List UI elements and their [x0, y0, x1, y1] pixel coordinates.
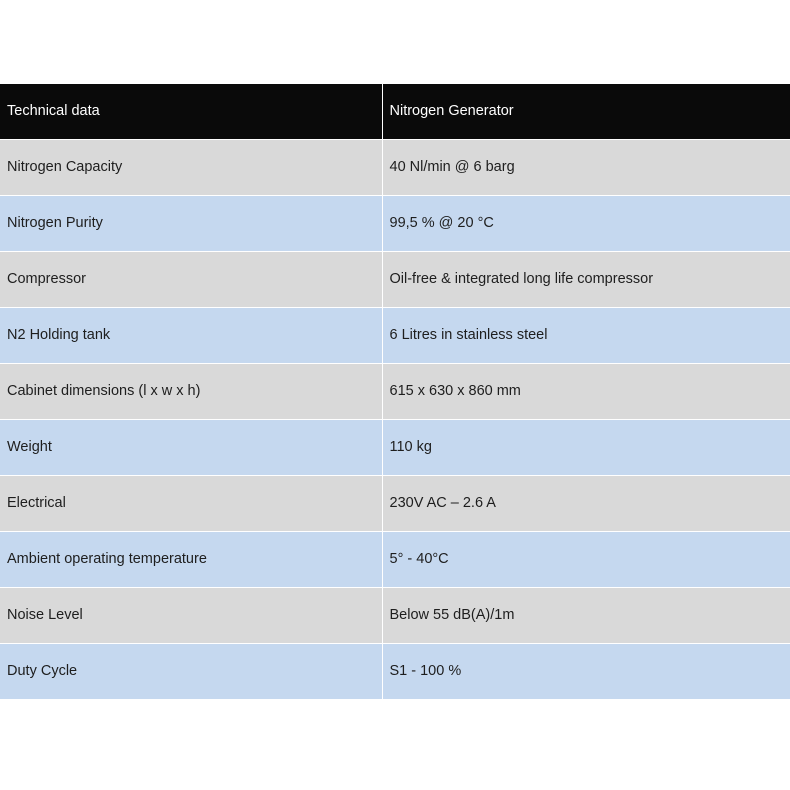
spec-label: Ambient operating temperature	[0, 531, 382, 587]
spec-value: Oil-free & integrated long life compressor	[382, 251, 790, 307]
spec-value: 615 x 630 x 860 mm	[382, 363, 790, 419]
spec-value: 110 kg	[382, 419, 790, 475]
table-row	[0, 419, 790, 475]
spec-value: 6 Litres in stainless steel	[382, 307, 790, 363]
spec-value: S1 - 100 %	[382, 643, 790, 699]
table-row	[0, 587, 790, 643]
spec-label: Cabinet dimensions (l x w x h)	[0, 363, 382, 419]
spec-value: 230V AC – 2.6 A	[382, 475, 790, 531]
table-row	[0, 531, 790, 587]
table-header-row	[0, 84, 790, 139]
spec-label: Noise Level	[0, 587, 382, 643]
spec-value: 99,5 % @ 20 °C	[382, 195, 790, 251]
table-row	[0, 643, 790, 699]
spec-label: Electrical	[0, 475, 382, 531]
header-technical-data: Technical data	[0, 84, 382, 139]
spec-value: 5° - 40°C	[382, 531, 790, 587]
spec-label: Nitrogen Capacity	[0, 139, 382, 195]
table-row	[0, 307, 790, 363]
header-nitrogen-generator: Nitrogen Generator	[382, 84, 790, 139]
table-row	[0, 139, 790, 195]
table-row	[0, 363, 790, 419]
spec-label: Compressor	[0, 251, 382, 307]
table-row	[0, 475, 790, 531]
spec-label: Nitrogen Purity	[0, 195, 382, 251]
spec-value: 40 Nl/min @ 6 barg	[382, 139, 790, 195]
spec-label: N2 Holding tank	[0, 307, 382, 363]
table-row	[0, 251, 790, 307]
spec-value: Below 55 dB(A)/1m	[382, 587, 790, 643]
technical-data-table	[0, 84, 790, 699]
table-row	[0, 195, 790, 251]
spec-label: Duty Cycle	[0, 643, 382, 699]
spec-label: Weight	[0, 419, 382, 475]
